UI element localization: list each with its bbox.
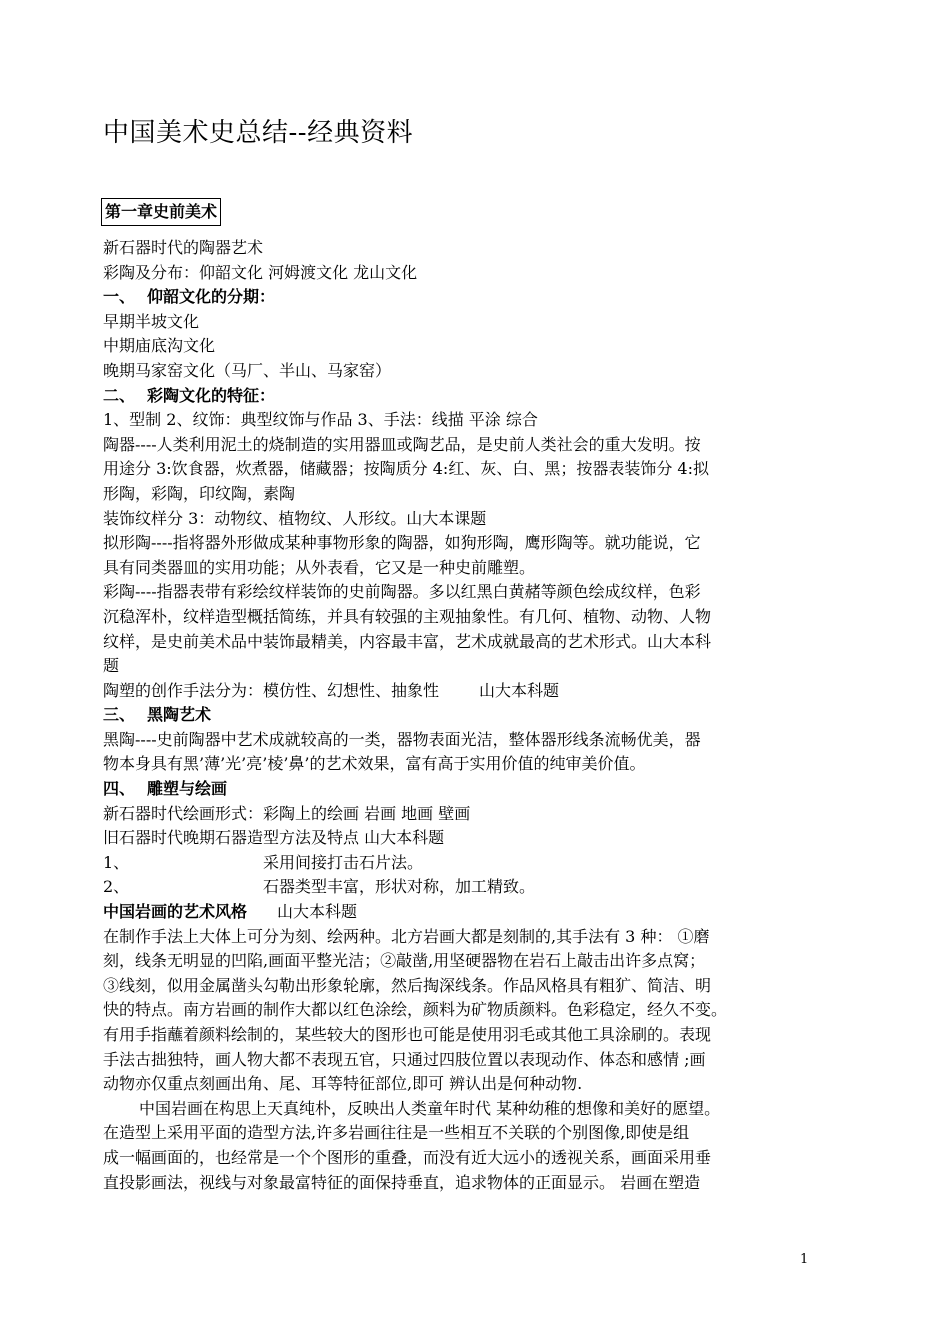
text-line: ③线刻，似用金属凿头勾勒出形象轮廓，然后掏深线条。作品风格具有粗犷、简洁、明 [103, 975, 712, 995]
text-line: 陶器----人类利用泥土的烧制造的实用器皿或陶艺品，是史前人类社会的重大发明。按 [103, 434, 701, 454]
text-line: 成一幅画面的，也经常是一个个图形的重叠，而没有近大远小的透视关系，画面采用垂 [103, 1147, 712, 1167]
text-line: 早期半坡文化 [103, 311, 200, 331]
text-line: 物本身具有黑’薄’光’亮’棱’鼻’的艺术效果，富有高于实用价值的纯审美价值。 [103, 754, 646, 774]
text-line [103, 679, 823, 704]
section-heading [103, 777, 823, 802]
section-number: 三、 [103, 705, 136, 725]
chapter-heading: 第一章史前美术 [101, 198, 221, 226]
text-line: 动物亦仅重点刻画出角、尾、耳等特征部位,即可 辨认出是何种动物. [103, 1074, 583, 1094]
text-line: 黑陶----史前陶器中艺术成就较高的一类，器物表面光洁，整体器形线条流畅优美，器 [103, 729, 701, 749]
section-label: 仰韶文化的分期： [147, 287, 276, 307]
section-label: 雕塑与绘画 [147, 779, 228, 799]
subsection-heading [103, 900, 823, 925]
text-line: 新石器时代的陶器艺术 [103, 238, 264, 257]
list-item [103, 851, 823, 876]
document-body [103, 236, 823, 1195]
list-text: 采用间接打击石片法。 [263, 852, 424, 872]
text-line: 具有同类器皿的实用功能；从外表看，它又是一种史前雕塑。 [103, 557, 536, 577]
text-line: 题 [103, 656, 120, 676]
section-heading [103, 285, 823, 310]
text-line: 新石器时代绘画形式：彩陶上的绘画 岩画 地画 壁画 [103, 803, 471, 823]
section-label: 黑陶艺术 [147, 705, 212, 725]
exam-note: 山大本科题 [479, 680, 560, 700]
pottery-methods-text: 陶塑的创作手法分为：模仿性、幻想性、抽象性 [103, 680, 440, 700]
list-number: 1、 [103, 852, 130, 872]
text-line: 沉稳浑朴，纹样造型概括简练，并具有较强的主观抽象性。有几何、植物、动物、人物 [103, 606, 712, 626]
section-number: 一、 [103, 287, 136, 307]
text-line: 装饰纹样分 3：动物纹、植物纹、人形纹。山大本课题 [103, 508, 487, 528]
rock-art-heading: 中国岩画的艺术风格 [103, 902, 248, 922]
document-title: 中国美术史总结--经典资料 [103, 118, 414, 148]
paragraph-start: 中国岩画在构思上天真纯朴，反映出人类童年时代 某种幼稚的想像和美好的愿望。 [139, 1098, 721, 1118]
text-line: 手法古拙独特，画人物大都不表现五官，只通过四肢位置以表现动作、体态和感情 ;画 [103, 1049, 706, 1069]
section-label: 彩陶文化的特征： [147, 385, 276, 405]
list-item [103, 875, 823, 900]
text-line [103, 1097, 823, 1122]
text-line: 在造型上采用平面的造型方法,许多岩画往往是一些相互不关联的个别图像,即使是组 [103, 1123, 690, 1143]
text-line: 用途分 3:饮食器，炊煮器，储藏器；按陶质分 4:红、灰、白、黑；按器表装饰分 4:拟 [103, 459, 709, 479]
section-heading [103, 384, 823, 409]
text-line: 中期庙底沟文化 [103, 336, 216, 356]
text-line: 形陶，彩陶，印纹陶，素陶 [103, 483, 296, 503]
text-line: 有用手指蘸着颜料绘制的，某些较大的图形也可能是使用羽毛或其他工具涂刷的。表现 [103, 1025, 712, 1044]
section-number: 二、 [103, 385, 136, 405]
text-line: 彩陶及分布：仰韶文化 河姆渡文化 龙山文化 [103, 262, 418, 282]
text-line: 旧石器时代晚期石器造型方法及特点 山大本科题 [103, 828, 445, 848]
section-heading [103, 703, 823, 728]
text-line: 在制作手法上大体上可分为刻、绘两种。北方岩画大都是刻制的,其手法有 3 种： ①磨 [103, 926, 710, 946]
text-line: 纹样，是史前美术品中装饰最精美，内容最丰富，艺术成就最高的艺术形式。山大本科 [103, 631, 712, 651]
section-number: 四、 [103, 779, 136, 799]
text-line: 刻，线条无明显的凹陷,画面平整光洁；②敲凿,用坚硬器物在岩石上敲击出许多点窝； [103, 951, 706, 971]
text-line: 直投影画法，视线与对象最富特征的面保持垂直，追求物体的正面显示。 岩画在塑造 [103, 1172, 701, 1192]
list-number: 2、 [103, 877, 130, 897]
text-line: 快的特点。南方岩画的制作大都以红色涂绘，颜料为矿物质颜料。色彩稳定，经久不变。 [103, 1000, 728, 1020]
text-line: 拟形陶----指将器外形做成某种事物形象的陶器，如狗形陶，鹰形陶等。就功能说，它 [103, 533, 701, 553]
page-number: 1 [800, 1252, 809, 1267]
exam-note: 山大本科题 [277, 902, 358, 922]
text-line: 1、型制 2、纹饰：典型纹饰与作品 3、手法：线描 平涂 综合 [103, 410, 538, 430]
list-text: 石器类型丰富，形状对称，加工精致。 [263, 877, 536, 897]
text-line: 晚期马家窑文化（马厂、半山、马家窑） [103, 360, 392, 380]
text-line: 彩陶----指器表带有彩绘纹样装饰的史前陶器。多以红黑白黄赭等颜色绘成纹样，色彩 [103, 582, 701, 602]
